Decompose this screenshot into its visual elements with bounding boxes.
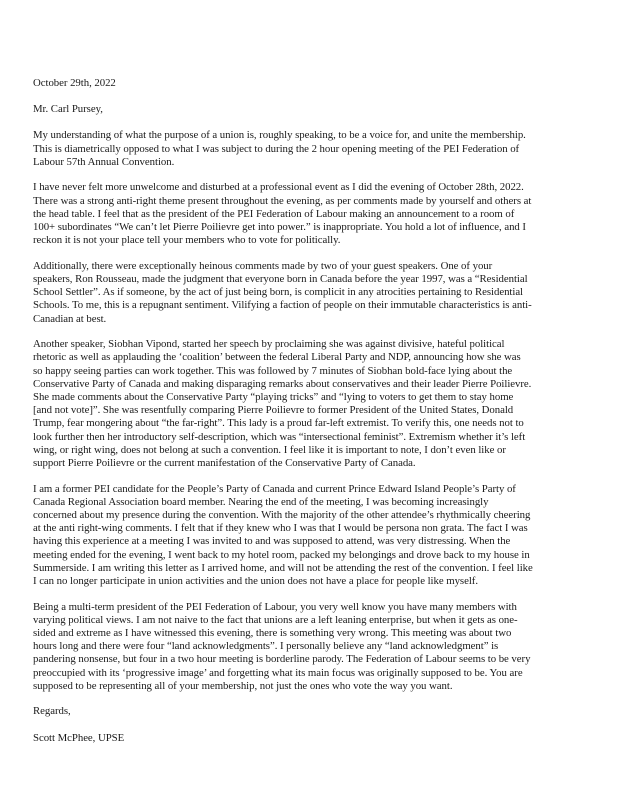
text-line: Trump, fear mongering about “the far-right”. This lady is a proud far-left extremist. To verify this, one needs not to <box>33 417 524 430</box>
text-line: varying political views. I am not naive to the fact that unions are a left leaning enterprise, but when it gets as one- <box>33 613 518 626</box>
text-line: Conservative Party of Canada and making disparaging remarks about conservatives and their leader Pierre Poilievre. <box>33 377 532 390</box>
text-line: Summerside. I am writing this letter as I arrived home, and will not be attending the rest of the convention. I feel like <box>33 561 533 574</box>
text-line: sided and extreme as I have witnessed this evening, there is something very wrong. This meeting was about two <box>33 627 512 640</box>
text-line: so happy seeing parties can work together. This was followed by 7 minutes of Siobhan bold-face lying about the <box>33 364 513 377</box>
text-line: Labour 57th Annual Convention. <box>33 155 175 168</box>
text-line: wing, or right wing, does not belong at such a convention. I feel like it is important to note, I don’t even like or <box>33 443 506 456</box>
text-line: meeting ended for the evening, I went back to my hotel room, packed my belongings and drove back to my house in <box>33 548 530 561</box>
text-line: rhetoric as well as applauding the ‘coalition’ between the federal Liberal Party and NDP, announcing how she was <box>33 351 521 364</box>
text-line: concerned about my presence during the convention. With the majority of the other attendee’s rhythmically cheering <box>33 509 531 522</box>
text-line: I can no longer participate in union activities and the union does not have a place for people like myself. <box>33 575 478 588</box>
closing: Regards, <box>33 705 71 718</box>
letter-date: October 29th, 2022 <box>33 77 116 89</box>
signature: Scott McPhee, UPSE <box>33 731 125 744</box>
text-line: speakers, Ron Rousseau, made the judgment that everyone born in Canada before the year 1997, was a “Residential <box>33 273 528 286</box>
text-line: My understanding of what the purpose of a union is, roughly speaking, to be a voice for, and unite the membership. <box>33 129 526 142</box>
text-line: reckon it is not your place tell your members who to vote for politically. <box>33 234 341 247</box>
text-line: support Pierre Poilievre or the current manifestation of the Conservative Party of Canada. <box>33 457 416 470</box>
text-line: supposed to be representing all of your membership, not just the ones who vote the way you want. <box>33 679 453 692</box>
text-line: This is diametrically opposed to what I was subject to during the 2 hour opening meeting of the PEI Federation of <box>33 142 520 155</box>
paragraph <box>33 181 591 247</box>
text-line: the head table. I feel that as the president of the PEI Federation of Labour making an announcement to a room of <box>33 207 515 220</box>
salutation: Mr. Carl Pursey, <box>33 103 103 116</box>
text-line: I have never felt more unwelcome and disturbed at a professional event as I did the evening of October 28th, 2022. <box>33 181 524 194</box>
paragraph <box>33 338 591 470</box>
text-line: [and not vote]”. She was resentfully comparing Pierre Poilievre to former President of the United States, Donald <box>33 404 514 417</box>
text-line: pandering nonsense, but four in a two hour meeting is borderline parody. The Federation of Labour seems to be very <box>33 653 531 666</box>
text-line: Additionally, there were exceptionally heinous comments made by two of your guest speakers. One of your <box>33 259 493 272</box>
paragraph <box>33 260 591 326</box>
text-line: Another speaker, Siobhan Vipond, started her speech by proclaiming she was against divisive, hateful political <box>33 338 505 351</box>
paragraph <box>33 129 591 169</box>
letter <box>33 77 591 745</box>
text-line: Being a multi-term president of the PEI Federation of Labour, you very well know you have many members with <box>33 600 517 613</box>
text-line: having this experience at a meeting I was invited to and was supposed to attend, was very distressing. When the <box>33 535 511 548</box>
text-line: There was a strong anti-right theme present throughout the evening, as per comments made by yourself and others at <box>33 194 532 207</box>
text-line: hours long and there were four “land acknowledgments”. I personally believe any “land acknowledgment” is <box>33 640 499 653</box>
text-line: 100+ subordinates “We can’t let Pierre Poilievre get into power.” is inappropriate. You hold a lot of influence, and I <box>33 221 526 234</box>
paragraph <box>33 483 591 589</box>
text-line: I am a former PEI candidate for the People’s Party of Canada and current Prince Edward Island People’s Party of <box>33 482 516 495</box>
text-line: preoccupied with its ‘progressive image’ and forgetting what its main focus was originally supposed to be. You are <box>33 666 523 679</box>
text-line: Canadian at best. <box>33 312 107 325</box>
text-line: at the anti right-wing comments. I felt that if they knew who I was that I would be persona non grata. The fact I was <box>33 522 528 535</box>
text-line: look further then her introductory self-description, which was “intersectional feminist”. Extremism whether it’s left <box>33 430 526 443</box>
text-line: She made comments about the Conservative Party “playing tricks” and “lying to voters to get them to stay home <box>33 391 514 404</box>
text-line: Schools. To me, this is a repugnant sentiment. Vilifying a faction of people on their immutable characteristics is anti- <box>33 299 532 312</box>
text-line: Canada Regional Association board member. Nearing the end of the meeting, I was becoming increasingly <box>33 495 489 508</box>
text-line: School Settler”. As if someone, by the act of just being born, is complicit in any atrocities pertaining to Residential <box>33 286 524 299</box>
paragraph <box>33 601 591 693</box>
